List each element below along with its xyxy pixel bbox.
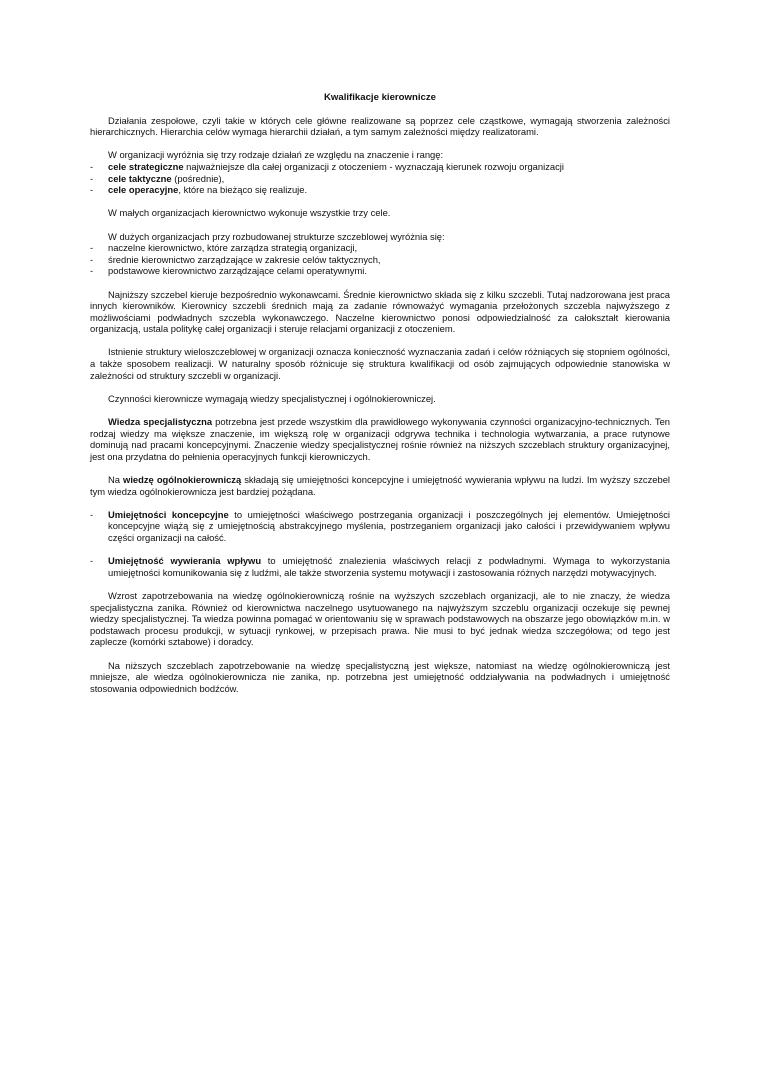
- paragraph-lower-levels: Na niższych szczeblach zapotrzebowanie na wiedzę specjalistyczną jest większe, natomiast na wiedzę ogólnokierowniczą jest mniejsze, ale wiedza ogólnokierownicza nie zanika, np. potrzebna jest umiejętność oddziaływania na podwładnych i umiejętność stosowania odpowiednich bodźców.: [90, 659, 670, 694]
- term-general-knowledge: wiedzę ogólnokierowniczą: [123, 474, 242, 485]
- paragraph-general-knowledge-growth: Wzrost zapotrzebowania na wiedzę ogólnokierowniczą rośnie na wyższych szczeblach organizacji, ale to nie znaczy, że wiedza specjalistyczna zanika. Również od kierownictwa naczelnego usytuowanego na najwyższym szczeblu organizacji oczekuje się pewnej wiedzy specjalistycznej. Ta wiedza powinna pomagać w orientowaniu się w sprawach podstawowych na obszarze jego obowiązków m.in. w podstawach procesu produkcji, w sytuacji rynkowej, w przepisach prawa. Nie musi to być jednak wiedza szczegółowa; od tego jest zaplecze (komórki sztabowe) i doradcy.: [90, 589, 670, 648]
- skill-term: Umiejętności koncepcyjne: [108, 508, 229, 520]
- list-item: [90, 173, 670, 185]
- paragraph-knowledge-types: Czynności kierownicze wymagają wiedzy specjalistycznej i ogólnokierowniczej.: [108, 392, 436, 404]
- term-specialist-knowledge: Wiedza specjalistyczna: [108, 416, 213, 428]
- skill-description: to umiejętności właściwego postrzegania organizacji i poszczególnych jej elementów. Umiejętności koncepcyjne wiążą się z umiejętnością abstrakcyjnego myślenia, postrzeganiem organizacji jako całości i przewidywaniem wpływu części organizacji na całość.: [108, 508, 670, 543]
- paragraph-large-orgs-intro: W dużych organizacjach przy rozbudowanej strukturze szczeblowej wyróżnia się:: [108, 230, 445, 242]
- paragraph-multilevel-structure: Istnienie struktury wieloszczeblowej w organizacji oznacza konieczność wyznaczania zadań i celów różniących się stopniem ogólności, a także sposobem realizacji. W naturalny sposób różnicuje się struktura kwalifikacji od osób zajmujących odpowiednie stanowiska w zależności od struktury szczebli w organizacji.: [90, 346, 670, 381]
- goal-term: cele taktyczne: [108, 172, 172, 184]
- specialist-knowledge-text: potrzebna jest przede wszystkim dla prawidłowego wykonywania czynności organizacyjno-technicznych. Ten rodzaj wiedzy ma większe znaczenie, im większą rolę w organizacji odgrywa technika i technologia wytwarzania, a prace rutynowe dominują nad pracami koncepcyjnymi. Znaczenie wiedzy specjalistycznej rośnie również na niższych szczeblach struktury organizacyjnej, jest ona przydatna do pełnienia operacyjnych funkcji kierowniczych.: [90, 416, 671, 462]
- list-item: - średnie kierownictwo zarządzające w zakresie celów taktycznych,: [90, 254, 670, 266]
- management-levels-list: [90, 242, 670, 277]
- skill-term: Umiejętność wywierania wpływu: [108, 555, 262, 567]
- skill-description: to umiejętność znalezienia właściwych relacji z podwładnymi. Wymaga to wykorzystania umiejętności komunikowania się z ludźmi, ale także stworzenia systemu motywacji i zastosowania różnych narzędzi motywacyjnych.: [108, 555, 670, 578]
- goal-description: najważniejsze dla całej organizacji z otoczeniem - wyznaczają kierunek rozwoju organizacji: [183, 160, 564, 172]
- general-knowledge-text: składają się umiejętności koncepcyjne i umiejętność wywierania wpływu na ludzi. Im wyższy szczebel tym wiedza ogólnokierownicza jest bardziej pożądana.: [90, 474, 670, 497]
- list-item: [90, 161, 670, 173]
- goal-term: cele strategiczne: [108, 160, 184, 172]
- list-item: - naczelne kierownictwo, które zarządza strategią organizacji,: [90, 242, 670, 254]
- paragraph-general-knowledge: [90, 474, 670, 497]
- goal-types-list: [90, 161, 670, 196]
- document-title: Kwalifikacje kierownicze: [324, 92, 436, 103]
- paragraph-goal-types-intro: W organizacji wyróżnia się trzy rodzaje działań ze względu na znaczenie i rangę:: [108, 149, 444, 161]
- skills-list: [90, 509, 670, 579]
- goal-description: , które na bieżąco się realizuje.: [178, 184, 308, 196]
- list-item: [90, 555, 670, 578]
- document-body: [90, 92, 670, 706]
- paragraph-intro: Działania zespołowe, czyli takie w których cele główne realizowane są poprzez cele cząstkowe, wymagają stworzenia zależności hierarchicznych. Hierarchia celów wymaga hierarchii działań, a tym samym zależności między realizatorami.: [90, 114, 670, 138]
- goal-term: cele operacyjne: [108, 184, 179, 196]
- general-knowledge-prefix: Na: [108, 474, 124, 485]
- list-item: - podstawowe kierownictwo zarządzające celami operatywnymi.: [90, 265, 670, 277]
- list-item: [90, 509, 670, 544]
- paragraph-specialist-knowledge: [90, 416, 670, 462]
- list-item: [90, 184, 670, 196]
- goal-description: (pośrednie),: [171, 172, 225, 184]
- paragraph-levels-description: Najniższy szczebel kieruje bezpośrednio wykonawcami. Średnie kierownictwo składa się z kilku szczebli. Tutaj nadzorowana jest praca innych kierowników. Kierownicy szczebli średnich mają za zadanie równoważyć wymagania przełożonych szczebla najwyższego z możliwościami podwładnych szczebla wykonawczego. Naczelne kierownictwo ponosi odpowiedzialność za całokształt kierowania organizacją, ustala politykę całej organizacji i steruje relacjami organizacji z otoczeniem.: [90, 288, 670, 335]
- paragraph-small-orgs: W małych organizacjach kierownictwo wykonuje wszystkie trzy cele.: [108, 207, 391, 219]
